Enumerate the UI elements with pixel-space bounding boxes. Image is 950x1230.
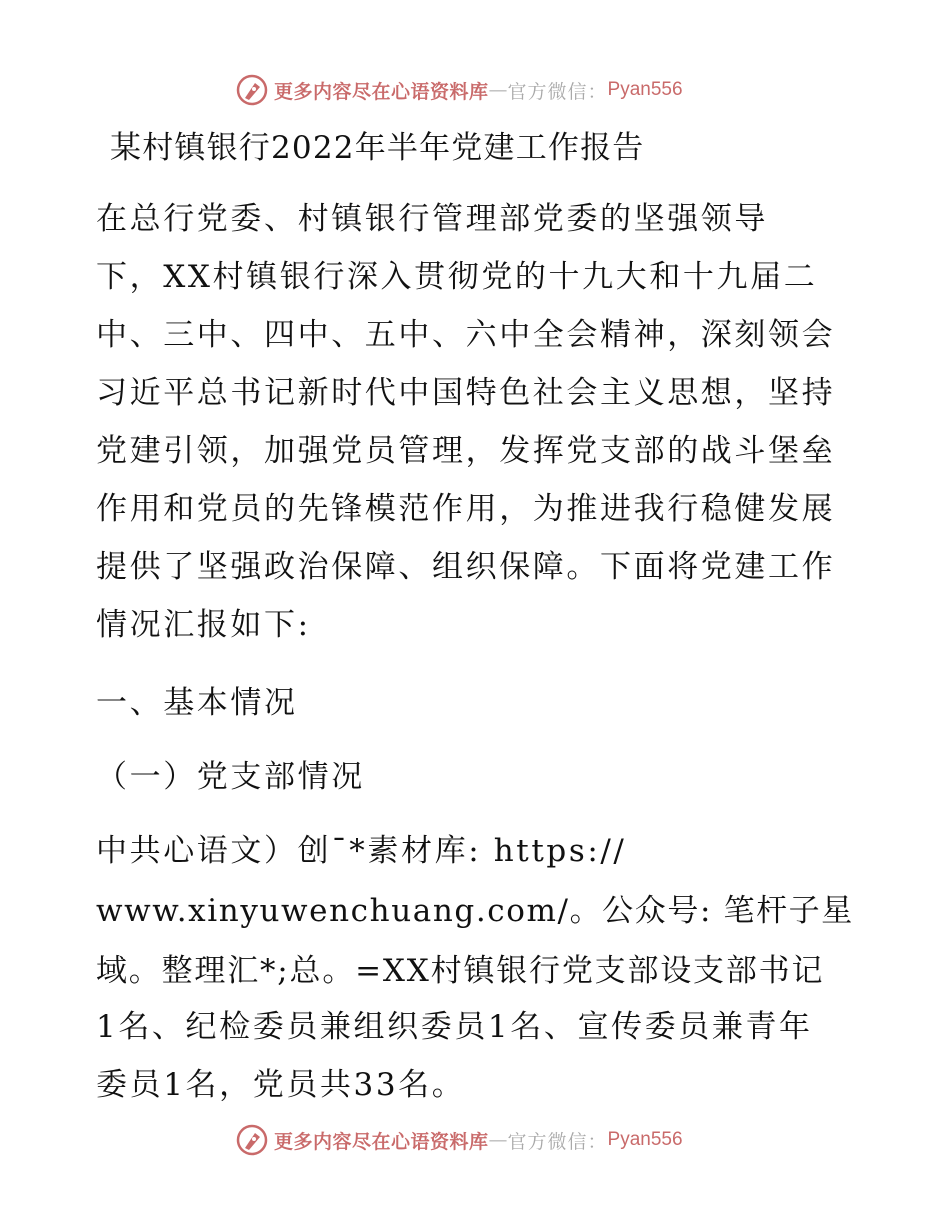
paragraph-line: 提供了坚强政治保障、组织保障。下面将党建工作 (96, 549, 836, 585)
watermark-official-label: 官方微信： (507, 1130, 608, 1153)
paragraph-line: 情况汇报如下: (96, 607, 311, 643)
paragraph-line: 1名、纪检委员兼组织委员1名、宣传委员兼青年 (96, 1009, 813, 1045)
watermark-official-label: 官方微信： (507, 80, 608, 103)
paragraph-line: 中、三中、四中、五中、六中全会精神，深刻领会 (96, 317, 836, 353)
watermark-brand-text: 更多内容尽在心语资料库 (274, 1130, 489, 1153)
header-watermark (236, 72, 683, 108)
pen-nib-in-circle-icon (236, 1124, 268, 1156)
watermark-separator: — (488, 79, 508, 101)
watermark-wechat-id: Pyan556 (607, 79, 683, 100)
paragraph-line: 委员1名，党员共33名。 (96, 1067, 466, 1103)
paragraph-line: 中共心语文）创¯*素材库: https:// (96, 833, 627, 869)
document-title: 某村镇银行2022年半年党建工作报告 (110, 130, 645, 166)
watermark-brand-text: 更多内容尽在心语资料库 (274, 80, 489, 103)
paragraph-line: www.xinyuwenchuang.com/。公众号: 笔杆子星 (96, 893, 854, 929)
paragraph-line: 习近平总书记新时代中国特色社会主义思想，坚持 (96, 375, 836, 411)
pen-nib-in-circle-icon (236, 74, 268, 106)
footer-watermark (236, 1122, 683, 1158)
paragraph-line: 域。整理汇*;总。=XX村镇银行党支部设支部书记 (96, 953, 825, 989)
watermark-separator: — (488, 1129, 508, 1151)
paragraph-line: 在总行党委、村镇银行管理部党委的坚强领导 (96, 201, 768, 237)
paragraph-line: 作用和党员的先锋模范作用，为推进我行稳健发展 (96, 491, 836, 527)
watermark-wechat-id: Pyan556 (607, 1129, 683, 1150)
paragraph-line: 下，XX村镇银行深入贯彻党的十九大和十九届二 (96, 259, 818, 295)
paragraph-line: 党建引领，加强党员管理，发挥党支部的战斗堡垒 (96, 433, 836, 469)
section-heading: 一、基本情况 (96, 685, 298, 721)
subsection-heading: （一）党支部情况 (96, 759, 365, 795)
